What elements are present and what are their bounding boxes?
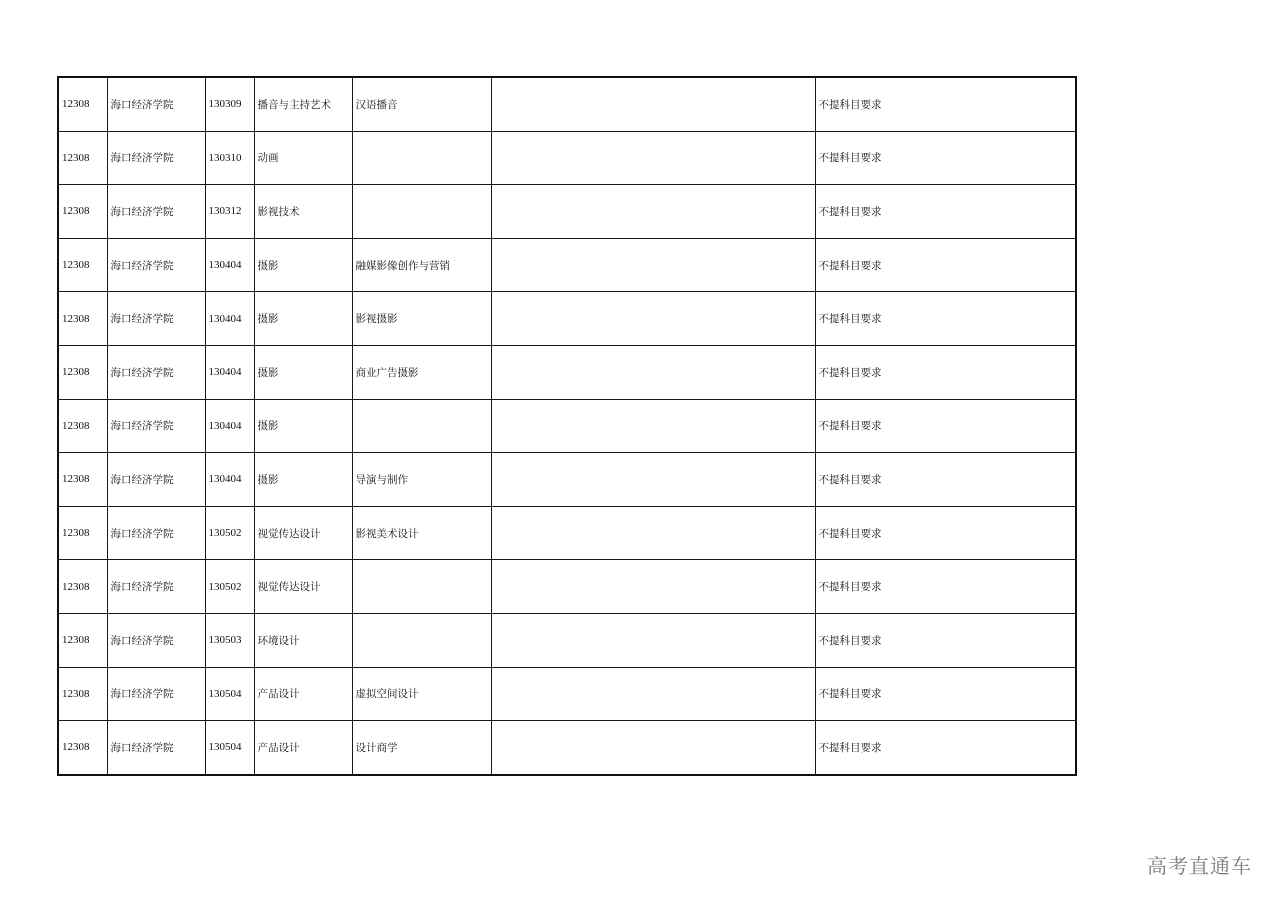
requirement-cell: 不提科目要求 <box>815 399 1076 453</box>
major-name-cell: 产品设计 <box>254 667 352 721</box>
school-name-cell: 海口经济学院 <box>107 345 205 399</box>
major-name-cell: 摄影 <box>254 292 352 346</box>
note-cell <box>491 77 815 131</box>
school-code-cell: 12308 <box>58 238 107 292</box>
requirement-cell: 不提科目要求 <box>815 292 1076 346</box>
direction-cell: 虚拟空间设计 <box>352 667 491 721</box>
note-cell <box>491 292 815 346</box>
school-code-cell: 12308 <box>58 506 107 560</box>
note-cell <box>491 613 815 667</box>
school-name-cell: 海口经济学院 <box>107 721 205 775</box>
table-row <box>58 131 1076 185</box>
requirement-cell: 不提科目要求 <box>815 345 1076 399</box>
major-code-cell: 130404 <box>205 238 254 292</box>
school-name-cell: 海口经济学院 <box>107 292 205 346</box>
direction-cell <box>352 185 491 239</box>
major-code-cell: 130404 <box>205 345 254 399</box>
note-cell <box>491 345 815 399</box>
school-code-cell: 12308 <box>58 185 107 239</box>
note-cell <box>491 560 815 614</box>
table-row <box>58 453 1076 507</box>
direction-cell: 设计商学 <box>352 721 491 775</box>
major-name-cell: 视觉传达设计 <box>254 506 352 560</box>
school-code-cell: 12308 <box>58 560 107 614</box>
school-name-cell: 海口经济学院 <box>107 77 205 131</box>
enrollment-table <box>57 76 1077 776</box>
direction-cell <box>352 399 491 453</box>
major-name-cell: 播音与主持艺术 <box>254 77 352 131</box>
direction-cell <box>352 131 491 185</box>
requirement-cell: 不提科目要求 <box>815 506 1076 560</box>
requirement-cell: 不提科目要求 <box>815 721 1076 775</box>
requirement-cell: 不提科目要求 <box>815 613 1076 667</box>
table-row <box>58 77 1076 131</box>
major-code-cell: 130503 <box>205 613 254 667</box>
table-row <box>58 560 1076 614</box>
major-name-cell: 环境设计 <box>254 613 352 667</box>
direction-cell: 汉语播音 <box>352 77 491 131</box>
school-code-cell: 12308 <box>58 345 107 399</box>
note-cell <box>491 453 815 507</box>
school-code-cell: 12308 <box>58 453 107 507</box>
table-row <box>58 613 1076 667</box>
school-name-cell: 海口经济学院 <box>107 185 205 239</box>
table-row <box>58 238 1076 292</box>
requirement-cell: 不提科目要求 <box>815 131 1076 185</box>
note-cell <box>491 238 815 292</box>
school-name-cell: 海口经济学院 <box>107 238 205 292</box>
table-row <box>58 185 1076 239</box>
direction-cell: 融媒影像创作与营销 <box>352 238 491 292</box>
note-cell <box>491 185 815 239</box>
table-row <box>58 345 1076 399</box>
school-code-cell: 12308 <box>58 721 107 775</box>
direction-cell <box>352 613 491 667</box>
school-name-cell: 海口经济学院 <box>107 453 205 507</box>
requirement-cell: 不提科目要求 <box>815 77 1076 131</box>
major-code-cell: 130312 <box>205 185 254 239</box>
direction-cell: 导演与制作 <box>352 453 491 507</box>
major-code-cell: 130404 <box>205 292 254 346</box>
school-name-cell: 海口经济学院 <box>107 667 205 721</box>
major-code-cell: 130404 <box>205 453 254 507</box>
requirement-cell: 不提科目要求 <box>815 238 1076 292</box>
table-body <box>58 77 1076 775</box>
major-code-cell: 130404 <box>205 399 254 453</box>
direction-cell: 影视摄影 <box>352 292 491 346</box>
major-name-cell: 摄影 <box>254 345 352 399</box>
major-code-cell: 130310 <box>205 131 254 185</box>
major-name-cell: 摄影 <box>254 453 352 507</box>
table-row <box>58 292 1076 346</box>
direction-cell: 商业广告摄影 <box>352 345 491 399</box>
direction-cell <box>352 560 491 614</box>
note-cell <box>491 399 815 453</box>
major-code-cell: 130504 <box>205 667 254 721</box>
school-code-cell: 12308 <box>58 667 107 721</box>
major-name-cell: 摄影 <box>254 399 352 453</box>
major-code-cell: 130309 <box>205 77 254 131</box>
major-code-cell: 130504 <box>205 721 254 775</box>
table-row <box>58 721 1076 775</box>
note-cell <box>491 667 815 721</box>
school-name-cell: 海口经济学院 <box>107 399 205 453</box>
watermark-text: 高考直通车 <box>1147 854 1252 878</box>
major-name-cell: 视觉传达设计 <box>254 560 352 614</box>
requirement-cell: 不提科目要求 <box>815 185 1076 239</box>
major-name-cell: 动画 <box>254 131 352 185</box>
school-name-cell: 海口经济学院 <box>107 131 205 185</box>
school-code-cell: 12308 <box>58 77 107 131</box>
note-cell <box>491 131 815 185</box>
requirement-cell: 不提科目要求 <box>815 453 1076 507</box>
major-name-cell: 产品设计 <box>254 721 352 775</box>
major-name-cell: 影视技术 <box>254 185 352 239</box>
school-code-cell: 12308 <box>58 399 107 453</box>
requirement-cell: 不提科目要求 <box>815 560 1076 614</box>
major-name-cell: 摄影 <box>254 238 352 292</box>
table-row <box>58 667 1076 721</box>
major-code-cell: 130502 <box>205 560 254 614</box>
requirement-cell: 不提科目要求 <box>815 667 1076 721</box>
major-code-cell: 130502 <box>205 506 254 560</box>
school-name-cell: 海口经济学院 <box>107 506 205 560</box>
school-name-cell: 海口经济学院 <box>107 613 205 667</box>
school-code-cell: 12308 <box>58 292 107 346</box>
school-code-cell: 12308 <box>58 131 107 185</box>
note-cell <box>491 721 815 775</box>
school-name-cell: 海口经济学院 <box>107 560 205 614</box>
note-cell <box>491 506 815 560</box>
table-row <box>58 506 1076 560</box>
direction-cell: 影视美术设计 <box>352 506 491 560</box>
school-code-cell: 12308 <box>58 613 107 667</box>
table-row <box>58 399 1076 453</box>
